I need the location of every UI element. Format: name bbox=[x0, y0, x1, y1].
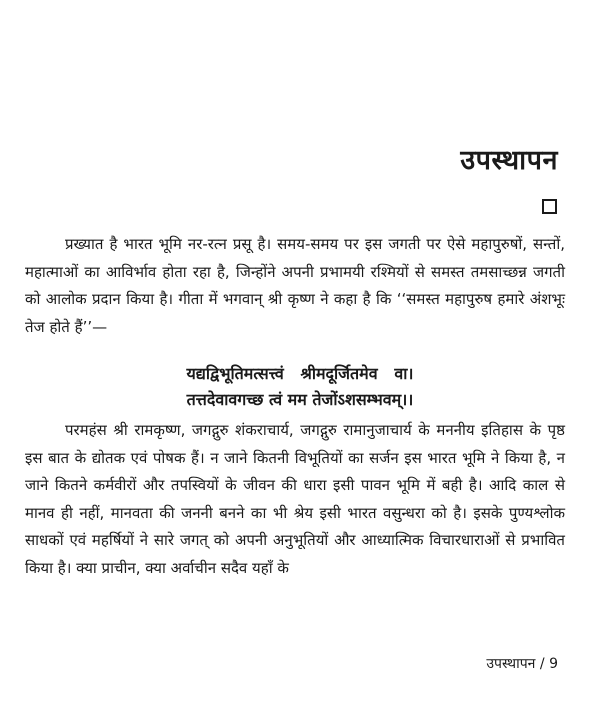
verse-line-1: यद्यद्विभूतिमत्सत्त्वं श्रीमदूर्जितमेव वा। bbox=[186, 364, 414, 383]
paragraph-intro bbox=[25, 231, 565, 341]
paragraph-main bbox=[25, 417, 565, 582]
page-number: 9 bbox=[549, 656, 558, 672]
footer-running-title: उपस्थापन bbox=[486, 656, 536, 672]
footer-separator: / bbox=[539, 656, 545, 672]
square-bullet-icon bbox=[542, 199, 557, 214]
chapter-title: उपस्थापन bbox=[460, 145, 558, 176]
page-footer bbox=[486, 654, 558, 673]
paragraph-1-text: प्रख्यात है भारत भूमि नर-रत्न प्रसू है। समय-समय पर इस जगती पर ऐसे महापुरुषों, सन्तों, महात्माओं का आविर्भाव होता रहा है, जिन्होंने अपनी प्रभामयी रश्मियों से समस्त तमसाच्छन्न जगती को आलोक प्रदान किया है। गीता में भगवान् श्री कृष्ण ने कहा है कि ‘‘समस्त महापुरुष हमारे अंशभूः तेज होते हैं’’— bbox=[25, 235, 565, 336]
verse-line-2: तत्तदेवावगच्छ त्वं मम तेजोंऽशसम्भवम्।। bbox=[186, 390, 414, 409]
paragraph-2-text: परमहंस श्री रामकृष्ण, जगद्गुरु शंकराचार्य, जगद्गुरु रामानुजाचार्य के मननीय इतिहास के पृष्ठ इस बात के द्योतक एवं पोषक हैं। न जाने कितनी विभूतियों का सर्जन इस भारत भूमि ने किया है, न जाने कितने कर्मवीरों और तपस्वियों के जीवन की धारा इसी पावन भूमि में बही है। आदि काल से मानव ही नहीं, मानवता की जननी बनने का भी श्रेय इसी भारत वसुन्धरा को है। इसके पुण्यश्लोक साधकों एवं महर्षियों ने सारे जगत् को अपनी अनुभूतियों और आध्यात्मिक विचारधाराओं से प्रभावित किया है। क्या प्राचीन, क्या अर्वाचीन सदैव यहाँ के bbox=[25, 421, 565, 577]
